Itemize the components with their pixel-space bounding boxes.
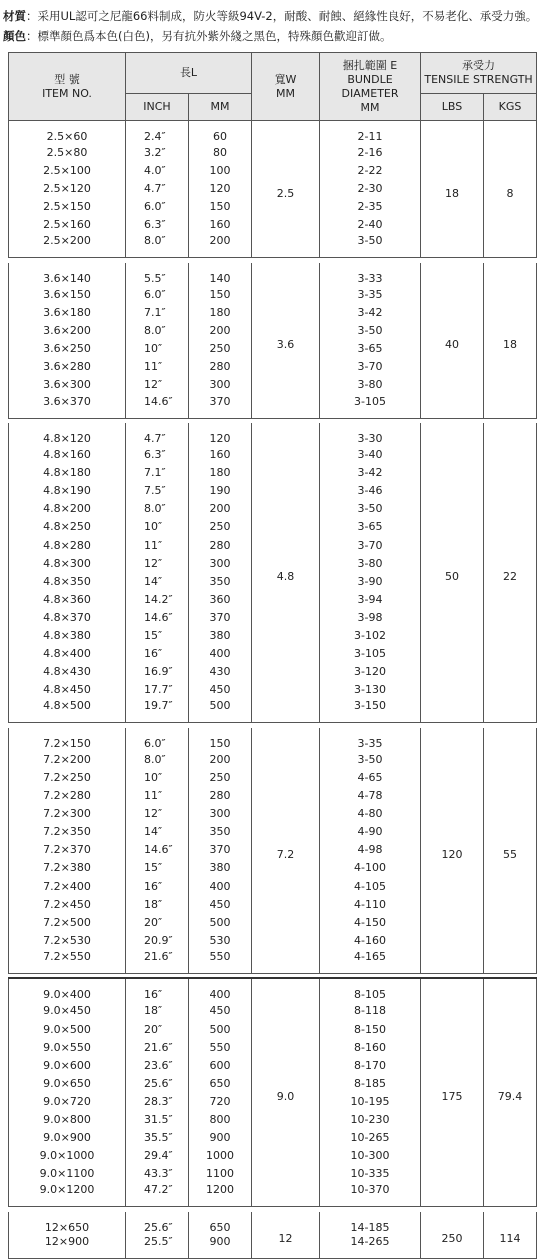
item-no-cell: 3.6×250 <box>9 340 126 358</box>
length-mm-cell: 190 <box>189 482 252 500</box>
length-mm-cell: 900 <box>189 1129 252 1147</box>
length-mm-cell: 150 <box>189 198 252 216</box>
length-mm-cell: 380 <box>189 859 252 877</box>
length-inch-cell: 14.6″ <box>126 395 189 419</box>
tensile-kgs-cell: 22 <box>484 423 537 723</box>
length-mm-cell: 400 <box>189 878 252 896</box>
length-mm-cell: 280 <box>189 787 252 805</box>
item-no-cell: 9.0×500 <box>9 1020 126 1038</box>
length-inch-cell: 10″ <box>126 340 189 358</box>
item-no-cell: 2.5×150 <box>9 198 126 216</box>
length-inch-cell: 12″ <box>126 555 189 573</box>
bundle-diameter-cell: 3-42 <box>320 304 421 322</box>
item-no-cell: 4.8×180 <box>9 464 126 482</box>
length-inch-cell: 15″ <box>126 859 189 877</box>
length-mm-cell: 120 <box>189 180 252 198</box>
length-inch-cell: 47.2″ <box>126 1183 189 1207</box>
bundle-diameter-cell: 8-118 <box>320 1002 421 1020</box>
item-no-cell: 7.2×380 <box>9 859 126 877</box>
bundle-diameter-cell: 4-78 <box>320 787 421 805</box>
bundle-diameter-cell: 3-70 <box>320 358 421 376</box>
item-no-cell: 9.0×600 <box>9 1057 126 1075</box>
length-mm-cell: 600 <box>189 1057 252 1075</box>
length-inch-cell: 6.0″ <box>126 198 189 216</box>
bundle-diameter-cell: 4-165 <box>320 950 421 974</box>
length-inch-cell: 25.6″ <box>126 1212 189 1235</box>
bundle-diameter-cell: 10-335 <box>320 1165 421 1183</box>
length-inch-cell: 4.7″ <box>126 180 189 198</box>
width-cell: 4.8 <box>252 423 320 723</box>
item-no-cell: 3.6×140 <box>9 263 126 286</box>
tensile-kgs-cell: 114 <box>484 1212 537 1259</box>
header-item-no: 型 號 ITEM NO. <box>9 53 126 121</box>
length-inch-cell: 14.6″ <box>126 609 189 627</box>
length-mm-cell: 1200 <box>189 1183 252 1207</box>
material-text: ：采用UL認可之尼龍66料制成，防火等級94V-2，耐酸、耐蝕、絕緣性良好，不易老化、承受力強。 <box>26 9 538 23</box>
item-no-cell: 9.0×720 <box>9 1093 126 1111</box>
item-no-cell: 4.8×380 <box>9 627 126 645</box>
bundle-diameter-cell: 8-170 <box>320 1057 421 1075</box>
tensile-kgs-cell: 55 <box>484 728 537 974</box>
length-inch-cell: 16.9″ <box>126 663 189 681</box>
width-cell: 9.0 <box>252 978 320 1206</box>
bundle-diameter-cell: 3-105 <box>320 395 421 419</box>
length-mm-cell: 1100 <box>189 1165 252 1183</box>
bundle-diameter-cell: 2-35 <box>320 198 421 216</box>
bundle-diameter-cell: 8-160 <box>320 1039 421 1057</box>
length-inch-cell: 11″ <box>126 787 189 805</box>
item-no-cell: 4.8×500 <box>9 699 126 723</box>
table-row <box>9 121 537 145</box>
bundle-diameter-cell: 2-22 <box>320 162 421 180</box>
item-no-cell: 7.2×150 <box>9 728 126 751</box>
bundle-diameter-cell: 10-370 <box>320 1183 421 1207</box>
length-mm-cell: 370 <box>189 609 252 627</box>
bundle-diameter-cell: 3-70 <box>320 537 421 555</box>
item-no-cell: 2.5×160 <box>9 216 126 234</box>
length-inch-cell: 19.7″ <box>126 699 189 723</box>
bundle-diameter-cell: 10-300 <box>320 1147 421 1165</box>
item-no-cell: 12×900 <box>9 1235 126 1259</box>
item-no-cell: 4.8×350 <box>9 573 126 591</box>
bundle-diameter-cell: 3-80 <box>320 555 421 573</box>
bundle-diameter-cell: 10-195 <box>320 1093 421 1111</box>
bundle-diameter-cell: 3-46 <box>320 482 421 500</box>
header-bundle-diameter: 捆扎範圍 E BUNDLE DIAMETER MM <box>320 53 421 121</box>
item-no-cell: 9.0×450 <box>9 1002 126 1020</box>
length-inch-cell: 12″ <box>126 805 189 823</box>
bundle-diameter-cell: 3-65 <box>320 340 421 358</box>
length-mm-cell: 200 <box>189 751 252 769</box>
length-mm-cell: 450 <box>189 681 252 699</box>
item-no-cell: 4.8×370 <box>9 609 126 627</box>
length-inch-cell: 3.2″ <box>126 144 189 162</box>
length-mm-cell: 500 <box>189 699 252 723</box>
length-inch-cell: 23.6″ <box>126 1057 189 1075</box>
item-no-cell: 4.8×450 <box>9 681 126 699</box>
bundle-diameter-cell: 3-94 <box>320 591 421 609</box>
length-inch-cell: 6.0″ <box>126 286 189 304</box>
length-inch-cell: 8.0″ <box>126 500 189 518</box>
bundle-diameter-cell: 10-230 <box>320 1111 421 1129</box>
length-inch-cell: 25.6″ <box>126 1075 189 1093</box>
tensile-lbs-cell: 18 <box>421 121 484 258</box>
length-inch-cell: 18″ <box>126 1002 189 1020</box>
bundle-diameter-cell: 4-90 <box>320 823 421 841</box>
length-inch-cell: 11″ <box>126 358 189 376</box>
bundle-diameter-cell: 3-80 <box>320 376 421 394</box>
item-no-cell: 7.2×300 <box>9 805 126 823</box>
length-inch-cell: 7.1″ <box>126 464 189 482</box>
length-mm-cell: 280 <box>189 537 252 555</box>
bundle-diameter-cell: 14-265 <box>320 1235 421 1259</box>
length-mm-cell: 900 <box>189 1235 252 1259</box>
length-inch-cell: 6.3″ <box>126 216 189 234</box>
length-mm-cell: 350 <box>189 573 252 591</box>
item-no-cell: 2.5×60 <box>9 121 126 145</box>
length-inch-cell: 20″ <box>126 1020 189 1038</box>
bundle-diameter-cell: 4-150 <box>320 914 421 932</box>
bundle-diameter-cell: 3-50 <box>320 322 421 340</box>
length-mm-cell: 300 <box>189 805 252 823</box>
bundle-diameter-cell: 4-110 <box>320 896 421 914</box>
table-row <box>9 423 537 446</box>
length-mm-cell: 200 <box>189 322 252 340</box>
bundle-diameter-cell: 14-185 <box>320 1212 421 1235</box>
length-inch-cell: 10″ <box>126 518 189 536</box>
length-mm-cell: 200 <box>189 500 252 518</box>
length-inch-cell: 14.6″ <box>126 841 189 859</box>
item-no-cell: 9.0×1000 <box>9 1147 126 1165</box>
item-no-cell: 4.8×250 <box>9 518 126 536</box>
length-mm-cell: 720 <box>189 1093 252 1111</box>
width-cell: 2.5 <box>252 121 320 258</box>
length-inch-cell: 6.0″ <box>126 728 189 751</box>
length-inch-cell: 5.5″ <box>126 263 189 286</box>
bundle-diameter-cell: 3-33 <box>320 263 421 286</box>
length-mm-cell: 120 <box>189 423 252 446</box>
item-no-cell: 7.2×450 <box>9 896 126 914</box>
length-mm-cell: 500 <box>189 1020 252 1038</box>
length-inch-cell: 16″ <box>126 645 189 663</box>
length-mm-cell: 380 <box>189 627 252 645</box>
length-inch-cell: 15″ <box>126 627 189 645</box>
length-mm-cell: 200 <box>189 234 252 258</box>
bundle-diameter-cell: 4-160 <box>320 932 421 950</box>
item-no-cell: 3.6×200 <box>9 322 126 340</box>
bundle-diameter-cell: 3-40 <box>320 446 421 464</box>
length-mm-cell: 150 <box>189 286 252 304</box>
length-mm-cell: 400 <box>189 645 252 663</box>
length-inch-cell: 35.5″ <box>126 1129 189 1147</box>
item-no-cell: 4.8×360 <box>9 591 126 609</box>
length-mm-cell: 450 <box>189 896 252 914</box>
header-width: 寬W MM <box>252 53 320 121</box>
item-no-cell: 3.6×180 <box>9 304 126 322</box>
length-inch-cell: 29.4″ <box>126 1147 189 1165</box>
length-inch-cell: 14″ <box>126 823 189 841</box>
item-no-cell: 4.8×120 <box>9 423 126 446</box>
tensile-lbs-cell: 250 <box>421 1212 484 1259</box>
length-mm-cell: 350 <box>189 823 252 841</box>
bundle-diameter-cell: 3-35 <box>320 728 421 751</box>
color-text: ：標準顏色爲本色(白色)，另有抗外紫外綫之黑色，特殊顏色歡迎訂做。 <box>26 29 392 43</box>
item-no-cell: 3.6×300 <box>9 376 126 394</box>
length-inch-cell: 8.0″ <box>126 234 189 258</box>
item-no-cell: 7.2×400 <box>9 878 126 896</box>
length-inch-cell: 8.0″ <box>126 322 189 340</box>
table-row <box>9 263 537 286</box>
color-line <box>3 26 543 46</box>
bundle-diameter-cell: 3-42 <box>320 464 421 482</box>
tensile-lbs-cell: 40 <box>421 263 484 418</box>
length-mm-cell: 180 <box>189 304 252 322</box>
bundle-diameter-cell: 2-30 <box>320 180 421 198</box>
length-inch-cell: 4.7″ <box>126 423 189 446</box>
item-no-cell: 9.0×1100 <box>9 1165 126 1183</box>
tensile-kgs-cell: 18 <box>484 263 537 418</box>
item-no-cell: 7.2×530 <box>9 932 126 950</box>
item-no-cell: 9.0×550 <box>9 1039 126 1057</box>
item-no-cell: 4.8×160 <box>9 446 126 464</box>
bundle-diameter-cell: 8-105 <box>320 978 421 1002</box>
length-inch-cell: 31.5″ <box>126 1111 189 1129</box>
length-mm-cell: 250 <box>189 769 252 787</box>
length-mm-cell: 280 <box>189 358 252 376</box>
tensile-lbs-cell: 120 <box>421 728 484 974</box>
length-mm-cell: 450 <box>189 1002 252 1020</box>
length-mm-cell: 370 <box>189 395 252 419</box>
length-mm-cell: 360 <box>189 591 252 609</box>
item-no-cell: 9.0×800 <box>9 1111 126 1129</box>
bundle-diameter-cell: 4-65 <box>320 769 421 787</box>
length-mm-cell: 1000 <box>189 1147 252 1165</box>
header-mm: MM <box>189 94 252 121</box>
bundle-diameter-cell: 8-185 <box>320 1075 421 1093</box>
item-no-cell: 9.0×650 <box>9 1075 126 1093</box>
item-no-cell: 7.2×500 <box>9 914 126 932</box>
item-no-cell: 3.6×150 <box>9 286 126 304</box>
bundle-diameter-cell: 2-40 <box>320 216 421 234</box>
item-no-cell: 7.2×370 <box>9 841 126 859</box>
bundle-diameter-cell: 4-98 <box>320 841 421 859</box>
bundle-diameter-cell: 3-150 <box>320 699 421 723</box>
length-mm-cell: 140 <box>189 263 252 286</box>
bundle-diameter-cell: 3-105 <box>320 645 421 663</box>
length-mm-cell: 550 <box>189 950 252 974</box>
bundle-diameter-cell: 3-30 <box>320 423 421 446</box>
bundle-diameter-cell: 3-90 <box>320 573 421 591</box>
item-no-cell: 2.5×80 <box>9 144 126 162</box>
length-inch-cell: 4.0″ <box>126 162 189 180</box>
bundle-diameter-cell: 3-50 <box>320 751 421 769</box>
material-line <box>3 6 543 26</box>
length-inch-cell: 16″ <box>126 978 189 1002</box>
length-mm-cell: 100 <box>189 162 252 180</box>
length-mm-cell: 400 <box>189 978 252 1002</box>
width-cell: 12 <box>252 1212 320 1259</box>
length-inch-cell: 2.4″ <box>126 121 189 145</box>
item-no-cell: 7.2×250 <box>9 769 126 787</box>
tensile-kgs-cell: 79.4 <box>484 978 537 1206</box>
length-mm-cell: 80 <box>189 144 252 162</box>
item-no-cell: 3.6×280 <box>9 358 126 376</box>
item-no-cell: 4.8×280 <box>9 537 126 555</box>
length-mm-cell: 650 <box>189 1075 252 1093</box>
length-mm-cell: 250 <box>189 340 252 358</box>
length-mm-cell: 300 <box>189 376 252 394</box>
length-mm-cell: 650 <box>189 1212 252 1235</box>
bundle-diameter-cell: 2-11 <box>320 121 421 145</box>
length-mm-cell: 370 <box>189 841 252 859</box>
bundle-diameter-cell: 4-105 <box>320 878 421 896</box>
item-no-cell: 2.5×120 <box>9 180 126 198</box>
header-tensile-strength: 承受力 TENSILE STRENGTH <box>421 53 537 94</box>
length-mm-cell: 160 <box>189 216 252 234</box>
bundle-diameter-cell: 4-80 <box>320 805 421 823</box>
item-no-cell: 9.0×400 <box>9 978 126 1002</box>
length-inch-cell: 12″ <box>126 376 189 394</box>
table-body <box>9 121 537 1259</box>
header-length: 長L <box>126 53 252 94</box>
item-no-cell: 3.6×370 <box>9 395 126 419</box>
length-inch-cell: 20″ <box>126 914 189 932</box>
bundle-diameter-cell: 8-150 <box>320 1020 421 1038</box>
table-row <box>9 978 537 1002</box>
length-inch-cell: 18″ <box>126 896 189 914</box>
bundle-diameter-cell: 2-16 <box>320 144 421 162</box>
bundle-diameter-cell: 3-50 <box>320 500 421 518</box>
tensile-kgs-cell: 8 <box>484 121 537 258</box>
length-inch-cell: 11″ <box>126 537 189 555</box>
length-inch-cell: 8.0″ <box>126 751 189 769</box>
item-no-cell: 4.8×430 <box>9 663 126 681</box>
width-cell: 3.6 <box>252 263 320 418</box>
bundle-diameter-cell: 3-130 <box>320 681 421 699</box>
length-inch-cell: 20.9″ <box>126 932 189 950</box>
item-no-cell: 7.2×280 <box>9 787 126 805</box>
length-inch-cell: 21.6″ <box>126 950 189 974</box>
item-no-cell: 4.8×190 <box>9 482 126 500</box>
length-mm-cell: 530 <box>189 932 252 950</box>
cable-tie-spec-table <box>8 52 537 1259</box>
header-inch: INCH <box>126 94 189 121</box>
length-inch-cell: 7.1″ <box>126 304 189 322</box>
bundle-diameter-cell: 10-265 <box>320 1129 421 1147</box>
bundle-diameter-cell: 3-50 <box>320 234 421 258</box>
item-no-cell: 4.8×400 <box>9 645 126 663</box>
length-mm-cell: 160 <box>189 446 252 464</box>
length-mm-cell: 150 <box>189 728 252 751</box>
length-mm-cell: 500 <box>189 914 252 932</box>
length-inch-cell: 21.6″ <box>126 1039 189 1057</box>
length-mm-cell: 250 <box>189 518 252 536</box>
length-mm-cell: 800 <box>189 1111 252 1129</box>
length-mm-cell: 180 <box>189 464 252 482</box>
bundle-diameter-cell: 3-65 <box>320 518 421 536</box>
item-no-cell: 4.8×200 <box>9 500 126 518</box>
length-inch-cell: 16″ <box>126 878 189 896</box>
length-inch-cell: 28.3″ <box>126 1093 189 1111</box>
bundle-diameter-cell: 3-98 <box>320 609 421 627</box>
length-inch-cell: 17.7″ <box>126 681 189 699</box>
tensile-lbs-cell: 50 <box>421 423 484 723</box>
item-no-cell: 9.0×900 <box>9 1129 126 1147</box>
length-inch-cell: 7.5″ <box>126 482 189 500</box>
material-label: 材質 <box>3 9 26 23</box>
length-inch-cell: 25.5″ <box>126 1235 189 1259</box>
item-no-cell: 2.5×200 <box>9 234 126 258</box>
item-no-cell: 9.0×1200 <box>9 1183 126 1207</box>
table-row <box>9 1212 537 1235</box>
item-no-cell: 4.8×300 <box>9 555 126 573</box>
item-no-cell: 7.2×350 <box>9 823 126 841</box>
length-mm-cell: 550 <box>189 1039 252 1057</box>
width-cell: 7.2 <box>252 728 320 974</box>
length-inch-cell: 6.3″ <box>126 446 189 464</box>
bundle-diameter-cell: 4-100 <box>320 859 421 877</box>
length-inch-cell: 14.2″ <box>126 591 189 609</box>
tensile-lbs-cell: 175 <box>421 978 484 1206</box>
length-inch-cell: 43.3″ <box>126 1165 189 1183</box>
header-kgs: KGS <box>484 94 537 121</box>
length-mm-cell: 430 <box>189 663 252 681</box>
color-label: 顏色 <box>3 29 26 43</box>
length-mm-cell: 300 <box>189 555 252 573</box>
length-inch-cell: 14″ <box>126 573 189 591</box>
item-no-cell: 12×650 <box>9 1212 126 1235</box>
item-no-cell: 7.2×550 <box>9 950 126 974</box>
intro-text <box>3 6 543 46</box>
table-row <box>9 728 537 751</box>
bundle-diameter-cell: 3-120 <box>320 663 421 681</box>
item-no-cell: 7.2×200 <box>9 751 126 769</box>
item-no-cell: 2.5×100 <box>9 162 126 180</box>
length-mm-cell: 60 <box>189 121 252 145</box>
bundle-diameter-cell: 3-35 <box>320 286 421 304</box>
bundle-diameter-cell: 3-102 <box>320 627 421 645</box>
header-lbs: LBS <box>421 94 484 121</box>
length-inch-cell: 10″ <box>126 769 189 787</box>
